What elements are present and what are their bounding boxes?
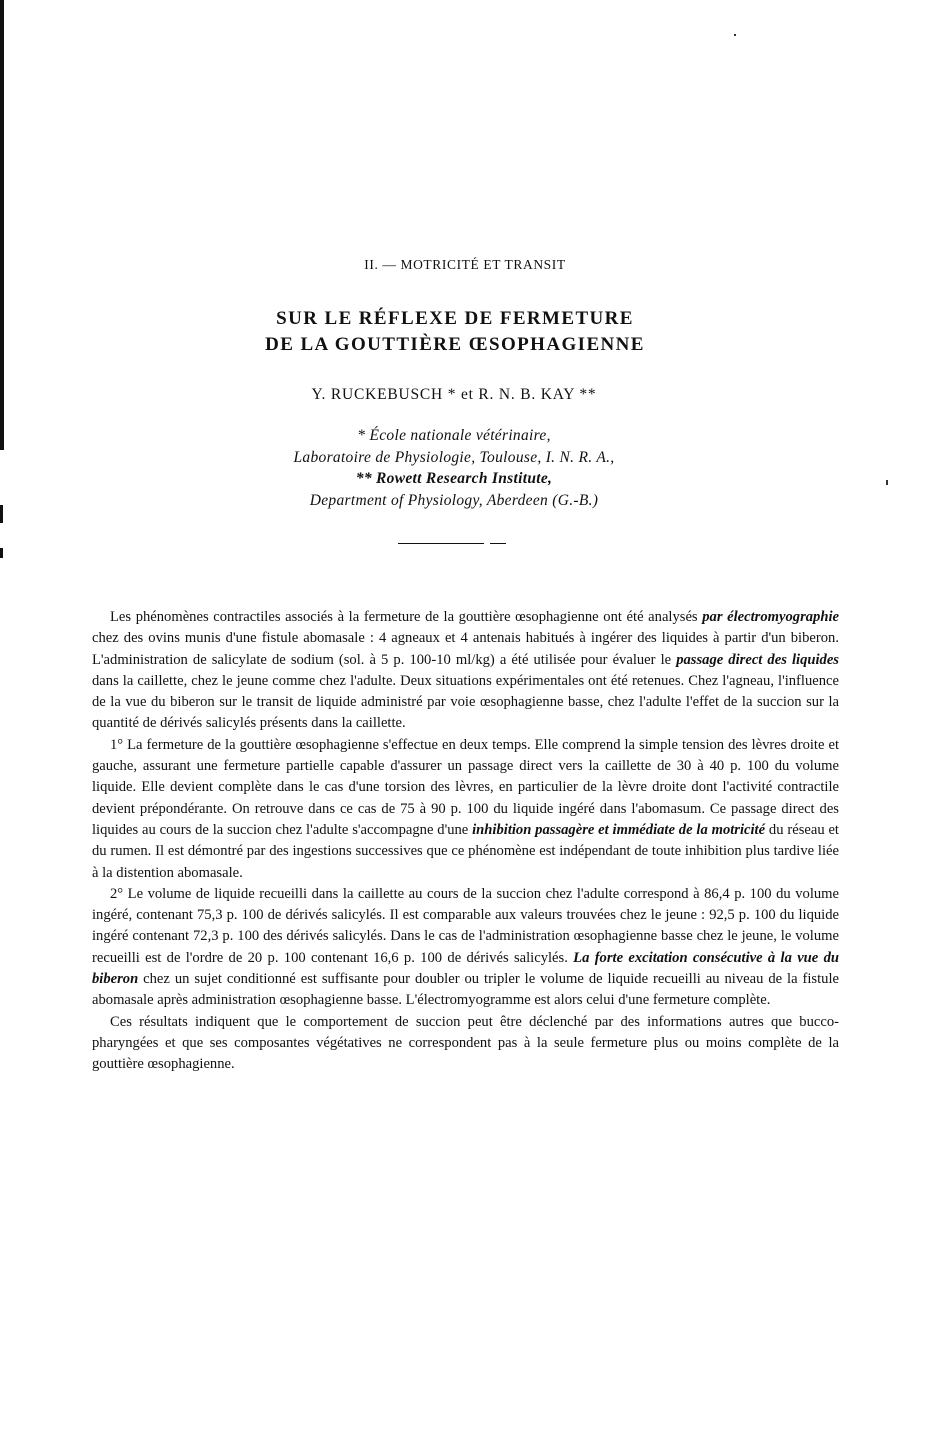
scan-edge-mark	[0, 548, 3, 558]
authors: Y. RUCKEBUSCH * et R. N. B. KAY **	[311, 386, 597, 403]
text-run: 1° La fermeture de la gouttière œsophagienne s'effectue en deux temps. Elle comprend la simple tension des lèvres droite et gauche, assurant une fermeture partielle capable d'assurer un passage direct vers la caillette de 30 à 40 p. 100 du volume liquide. Elle devient complète dans le cas d'une torsion des lèvres, en particulier de la lèvre droite dont l'activité contractile devient prépondérante. On retrouve dans ce cas de 75 à 90 p. 100 du liquide ingéré dans l'abomasum. Ce passage direct des liquides au cours de la succion chez l'adulte s'accompagne d'une	[92, 736, 839, 838]
affiliation-line: * École nationale vétérinaire,	[357, 427, 551, 444]
text-run: Ces résultats indiquent que le comportement de succion peut être déclenché par des informations autres que bucco-pharyngées et que ses composantes végétatives ne correspondent pas à la seule fermeture plus ou moins complète de la gouttière œsophagienne.	[92, 1013, 839, 1073]
affiliations	[0, 425, 908, 511]
scan-edge-mark	[0, 0, 4, 450]
text-run: dans la caillette, chez le jeune comme chez l'adulte. Deux situations expérimentales ont été retenues. Chez l'agneau, l'influence de la vue du biberon sur le transit de liquide administré par voie œsophagienne basse, chez l'adulte l'effet de la succion sur la quantité de dérivés salicylés présents dans la caillette.	[92, 672, 839, 732]
affiliation-line: Department of Physiology, Aberdeen (G.-B.)	[309, 491, 599, 509]
paragraph	[92, 1012, 839, 1076]
title-line: DE LA GOUTTIÈRE ŒSOPHAGIENNE	[265, 334, 645, 355]
paragraph	[92, 607, 839, 735]
title-line: SUR LE RÉFLEXE DE FERMETURE	[276, 308, 634, 329]
text-run: Les phénomènes contractiles associés à la fermeture de la gouttière œsophagienne ont été analysés	[110, 609, 703, 625]
section-heading: II. — MOTRICITÉ ET TRANSIT	[364, 257, 566, 272]
affiliation-line: Laboratoire de Physiologie, Toulouse, I. N. R. A.,	[293, 448, 615, 466]
text-run: chez un sujet conditionné est suffisante pour doubler ou tripler le volume de liquide recueilli au niveau de la fistule abomasale après administration œsophagienne basse. L'électromyogramme est alors celui d'une fermeture complète.	[92, 971, 839, 1009]
article-title	[0, 306, 910, 358]
separator-rule	[490, 543, 506, 544]
affiliation-line: ** Rowett Research Institute,	[355, 470, 553, 487]
emphasis: passage direct des liquides	[676, 651, 839, 668]
scan-speck	[734, 34, 736, 36]
text-run: chez des ovins munis d'une fistule abomasale : 4 agneaux et 4 antenais habitués à ingérer des liquides à partir d'un biberon. L'administration de salicylate de sodium (sol. à 5 p. 100-10 ml/kg) a été utilisée pour évaluer le	[92, 630, 839, 668]
emphasis: par électromyographie	[702, 609, 839, 625]
abstract-body	[92, 607, 839, 1076]
separator-rule	[398, 543, 484, 544]
paragraph	[92, 735, 839, 884]
emphasis: La forte excitation consécutive à la vue du biberon	[92, 949, 839, 988]
emphasis: inhibition passagère et immédiate de la motricité	[472, 821, 766, 838]
text-run: 2° Le volume de liquide recueilli dans la caillette au cours de la succion chez l'adulte correspond à 86,4 p. 100 du volume ingéré, contenant 75,3 p. 100 de dérivés salicylés. Il est comparable aux valeurs trouvées chez le jeune : 92,5 p. 100 du liquide ingéré contenant 72,3 p. 100 des dérivés salicylés. Dans le cas de l'administration œsophagienne basse chez le jeune, le volume recueilli est de l'ordre de 20 p. 100 contenant 16,6 p. 100 de dérivés salicylés.	[92, 885, 839, 966]
text-run: du réseau et du rumen. Il est démontré par des ingestions successives que ce phénomène est indépendant de toute inhibition plus tardive liée à la distention abomasale.	[92, 821, 839, 881]
paragraph	[92, 884, 839, 1012]
